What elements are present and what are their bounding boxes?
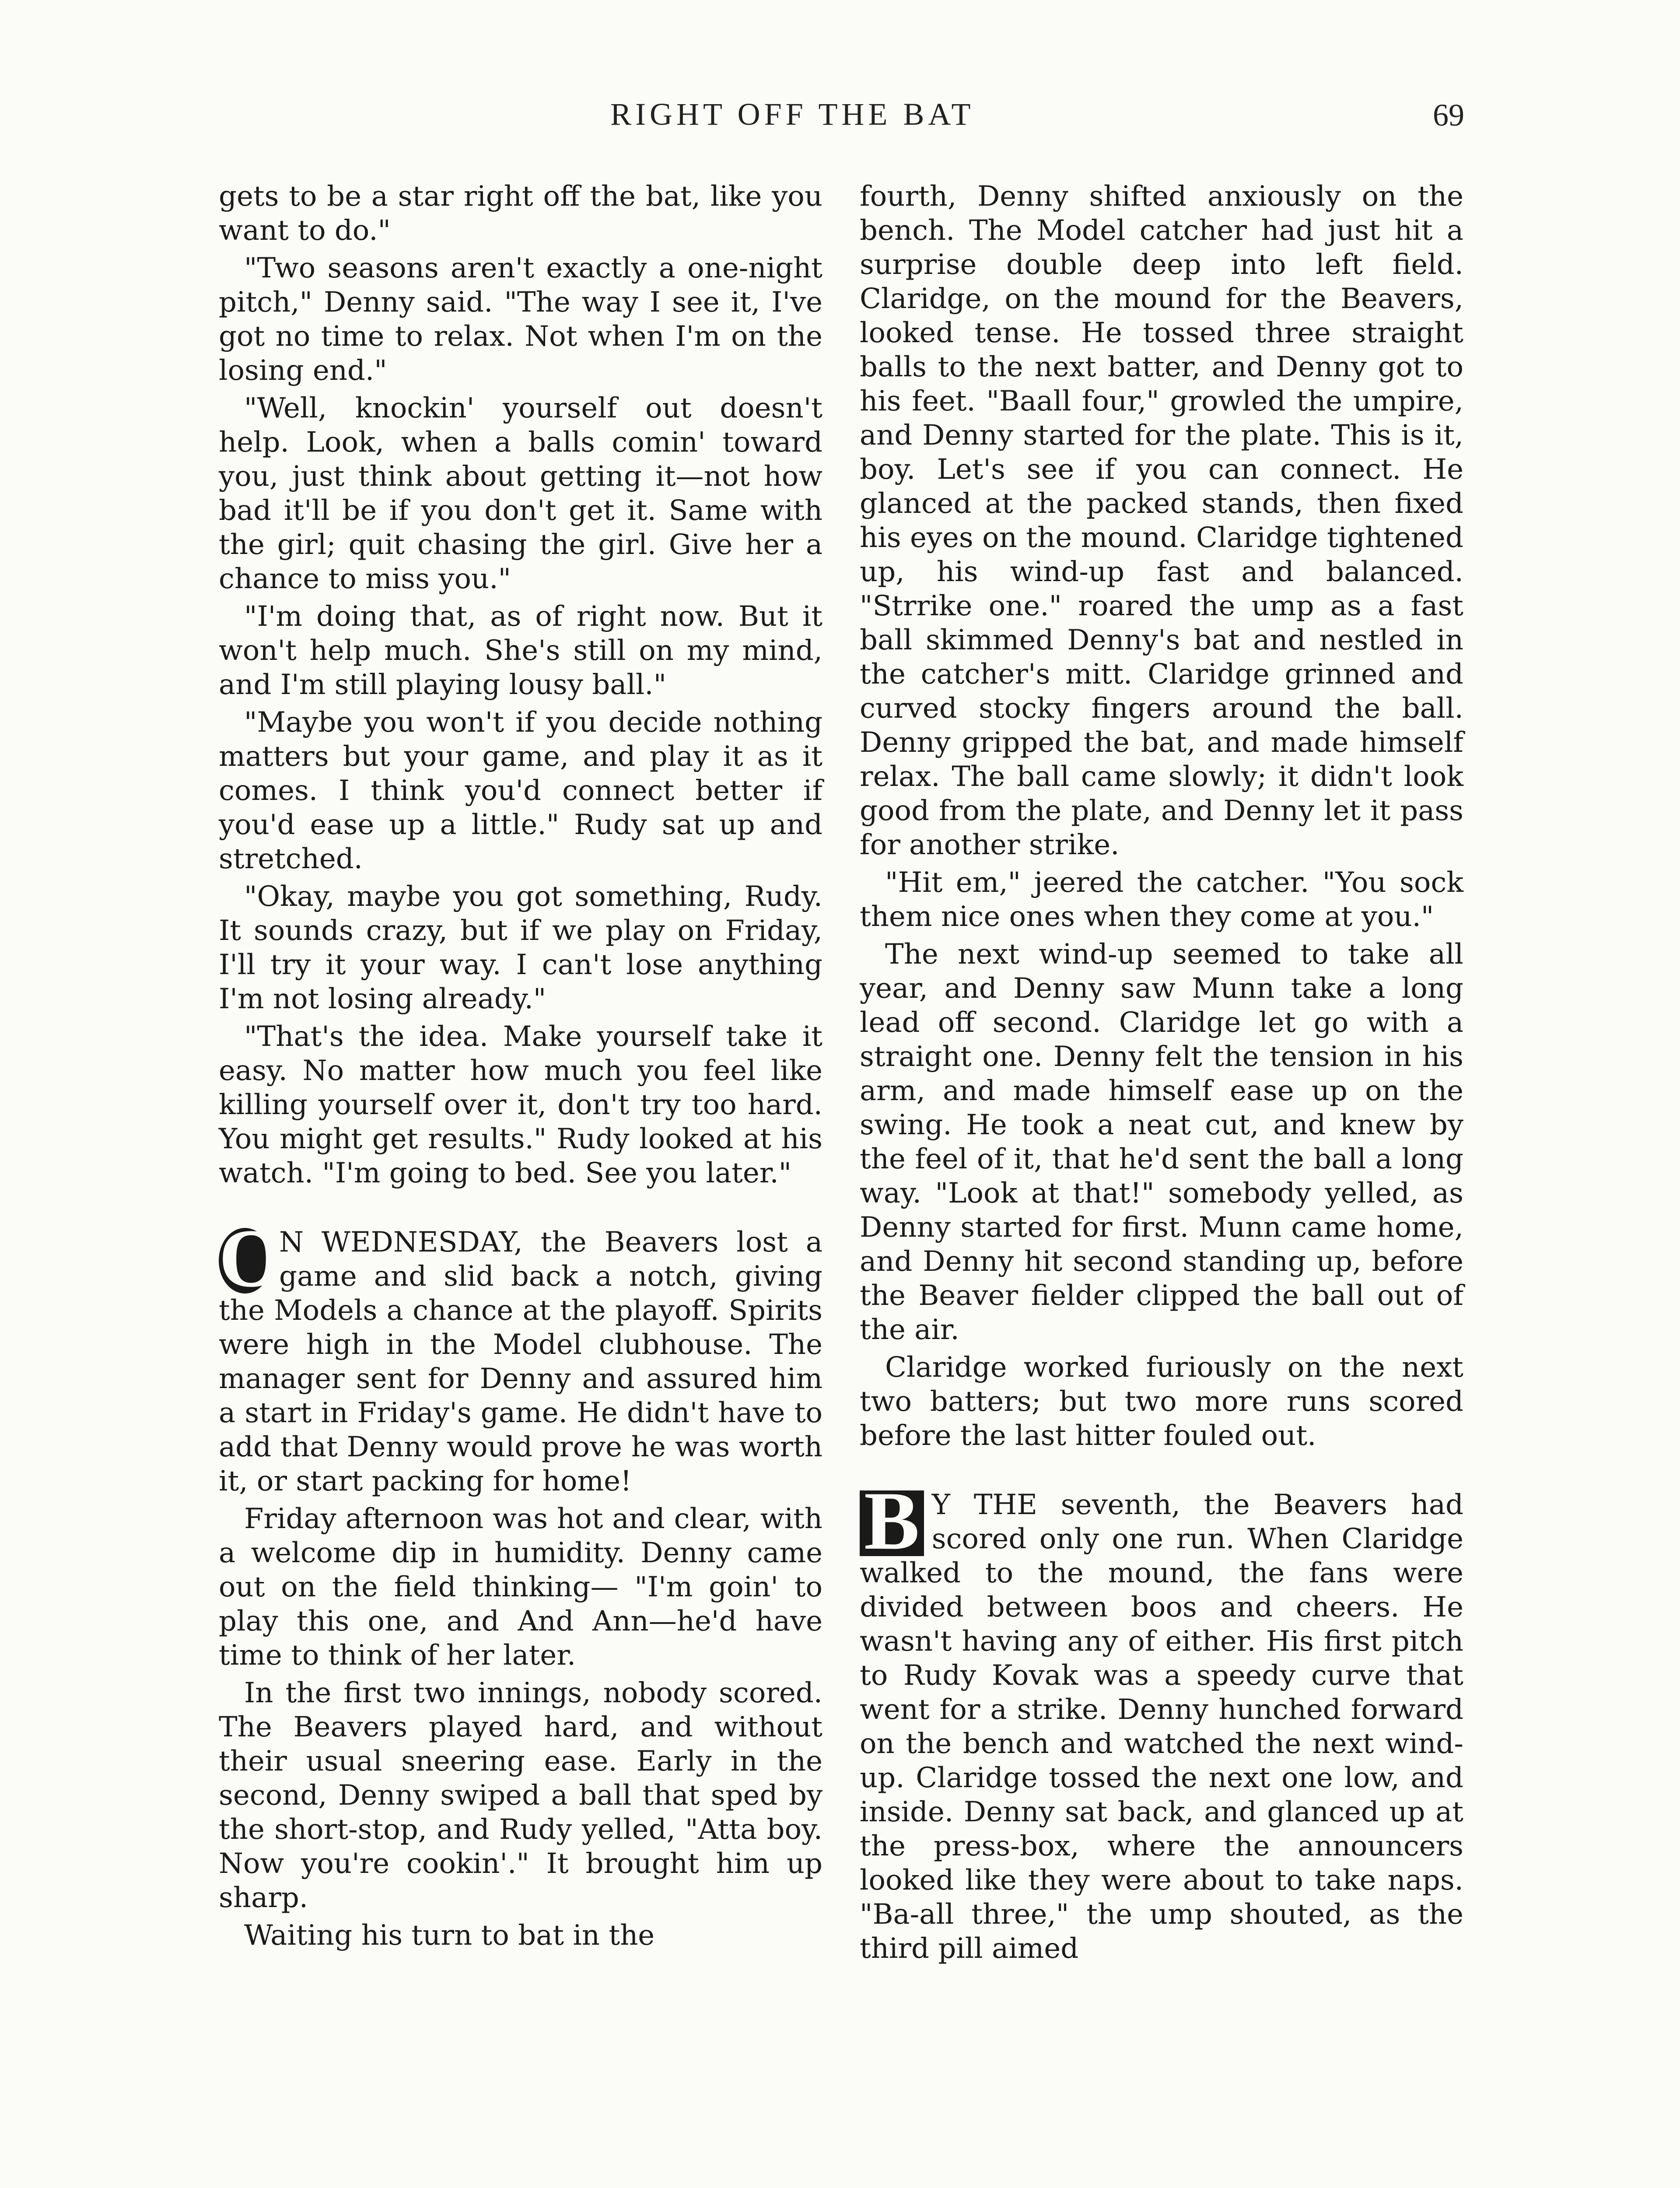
paragraph: "That's the idea. Make yourself take it easy. No matter how much you feel like killing yourself over it, don't try too hard. You might get results." Rudy looked at his watch. "I'm going to bed. See you later." <box>219 1020 822 1189</box>
paragraph: Waiting his turn to bat in the <box>244 1919 655 1952</box>
section-text: N WEDNESDAY, the Beavers lost a game and slid back a notch, giving the Models a chance at the playoff. Spirits were high in the Model clubhouse. The manager sent for Denny and assured him a start in Friday's game. He didn't have to add that Denny would prove he was worth it, or start packing for home! <box>219 1226 822 1497</box>
paragraph: "I'm doing that, as of right now. But it won't help much. She's still on my mind, and I'm still playing lousy ball." <box>219 600 822 701</box>
paragraph: gets to be a star right off the bat, like you want to do." <box>219 180 822 247</box>
paragraph: "Hit em," jeered the catcher. "You sock them nice ones when they come at you." <box>860 866 1463 933</box>
paragraph: "Maybe you won't if you decide nothing matters but your game, and play it as it comes. I think you'd connect better if you'd ease up a little." Rudy sat up and stretched. <box>219 706 822 875</box>
paragraph: "Two seasons aren't exactly a one-night pitch," Denny said. "The way I see it, I've got no time to relax. Not when I'm on the losing end." <box>219 252 822 387</box>
running-title: RIGHT OFF THE BAT <box>610 97 975 132</box>
section-text: Y THE seventh, the Beavers had scored only one run. When Claridge walked to the mound, the fans were divided between boos and cheers. He wasn't having any of either. His first pitch to Rudy Kovak was a speedy curve that went for a strike. Denny hunched forward on the bench and watched the next wind-up. Claridge tossed the next one low, and inside. Denny sat back, and glanced up at the press-box, where the announcers looked like they were about to take naps. "Ba-all three," the ump shouted, as the third pill aimed <box>860 1489 1463 1965</box>
section-paragraph <box>860 1475 1463 1966</box>
paragraph: The next wind-up seemed to take all year, and Denny saw Munn take a long lead off second. Claridge let go with a straight one. Denny felt the tension in his arm, and made himself ease up on the swing. He took a neat cut, and knew by the feel of it, that he'd sent the ball a long way. "Look at that!" somebody yelled, as Denny started for first. Munn came home, and Denny hit second standing up, before the Beaver fielder clipped the ball out of the air. <box>860 938 1463 1346</box>
paragraph: "Well, knockin' yourself out doesn't help. Look, when a balls comin' toward you, just think about getting it—not how bad it'll be if you don't get it. Same with the girl; quit chasing the girl. Give her a chance to miss you." <box>219 392 822 595</box>
paragraph: In the first two innings, nobody scored. The Beavers played hard, and without their usual sneering ease. Early in the second, Denny swiped a ball that sped by the short-stop, and Rudy yelled, "Atta boy. Now you're cookin'." It brought him up sharp. <box>219 1677 822 1914</box>
paragraph: Claridge worked furiously on the next two batters; but two more runs scored before the last hitter fouled out. <box>860 1351 1463 1452</box>
section-paragraph <box>219 1213 822 1498</box>
left-column <box>219 179 822 1956</box>
paragraph: fourth, Denny shifted anxiously on the bench. The Model catcher had just hit a surprise double deep into left field. Claridge, on the mound for the Beavers, looked tense. He tossed three straight balls to the next batter, and Denny got to his feet. "Baall four," growled the umpire, and Denny started for the plate. This is it, boy. Let's see if you can connect. He glanced at the packed stands, then fixed his eyes on the mound. Claridge tightened up, his wind-up fast and balanced. "Strrike one." roared the ump as a fast ball skimmed Denny's bat and nestled in the catcher's mitt. Claridge grinned and curved stocky fingers around the ball. Denny gripped the bat, and made himself relax. The ball came slowly; it didn't look good from the plate, and Denny let it pass for another strike. <box>860 180 1463 861</box>
paragraph: Friday afternoon was hot and clear, with a welcome dip in humidity. Denny came out on the field thinking— "I'm goin' to play this one, and And Ann—he'd have time to think of her later. <box>219 1503 822 1672</box>
right-column <box>860 179 1463 1969</box>
drop-cap: O <box>219 1213 284 1304</box>
paragraph: "Okay, maybe you got something, Rudy. It sounds crazy, but if we play on Friday, I'll try it your way. I can't lose anything I'm not losing already." <box>219 880 822 1015</box>
drop-cap: B <box>860 1490 924 1556</box>
page-number: 69 <box>1433 98 1464 133</box>
